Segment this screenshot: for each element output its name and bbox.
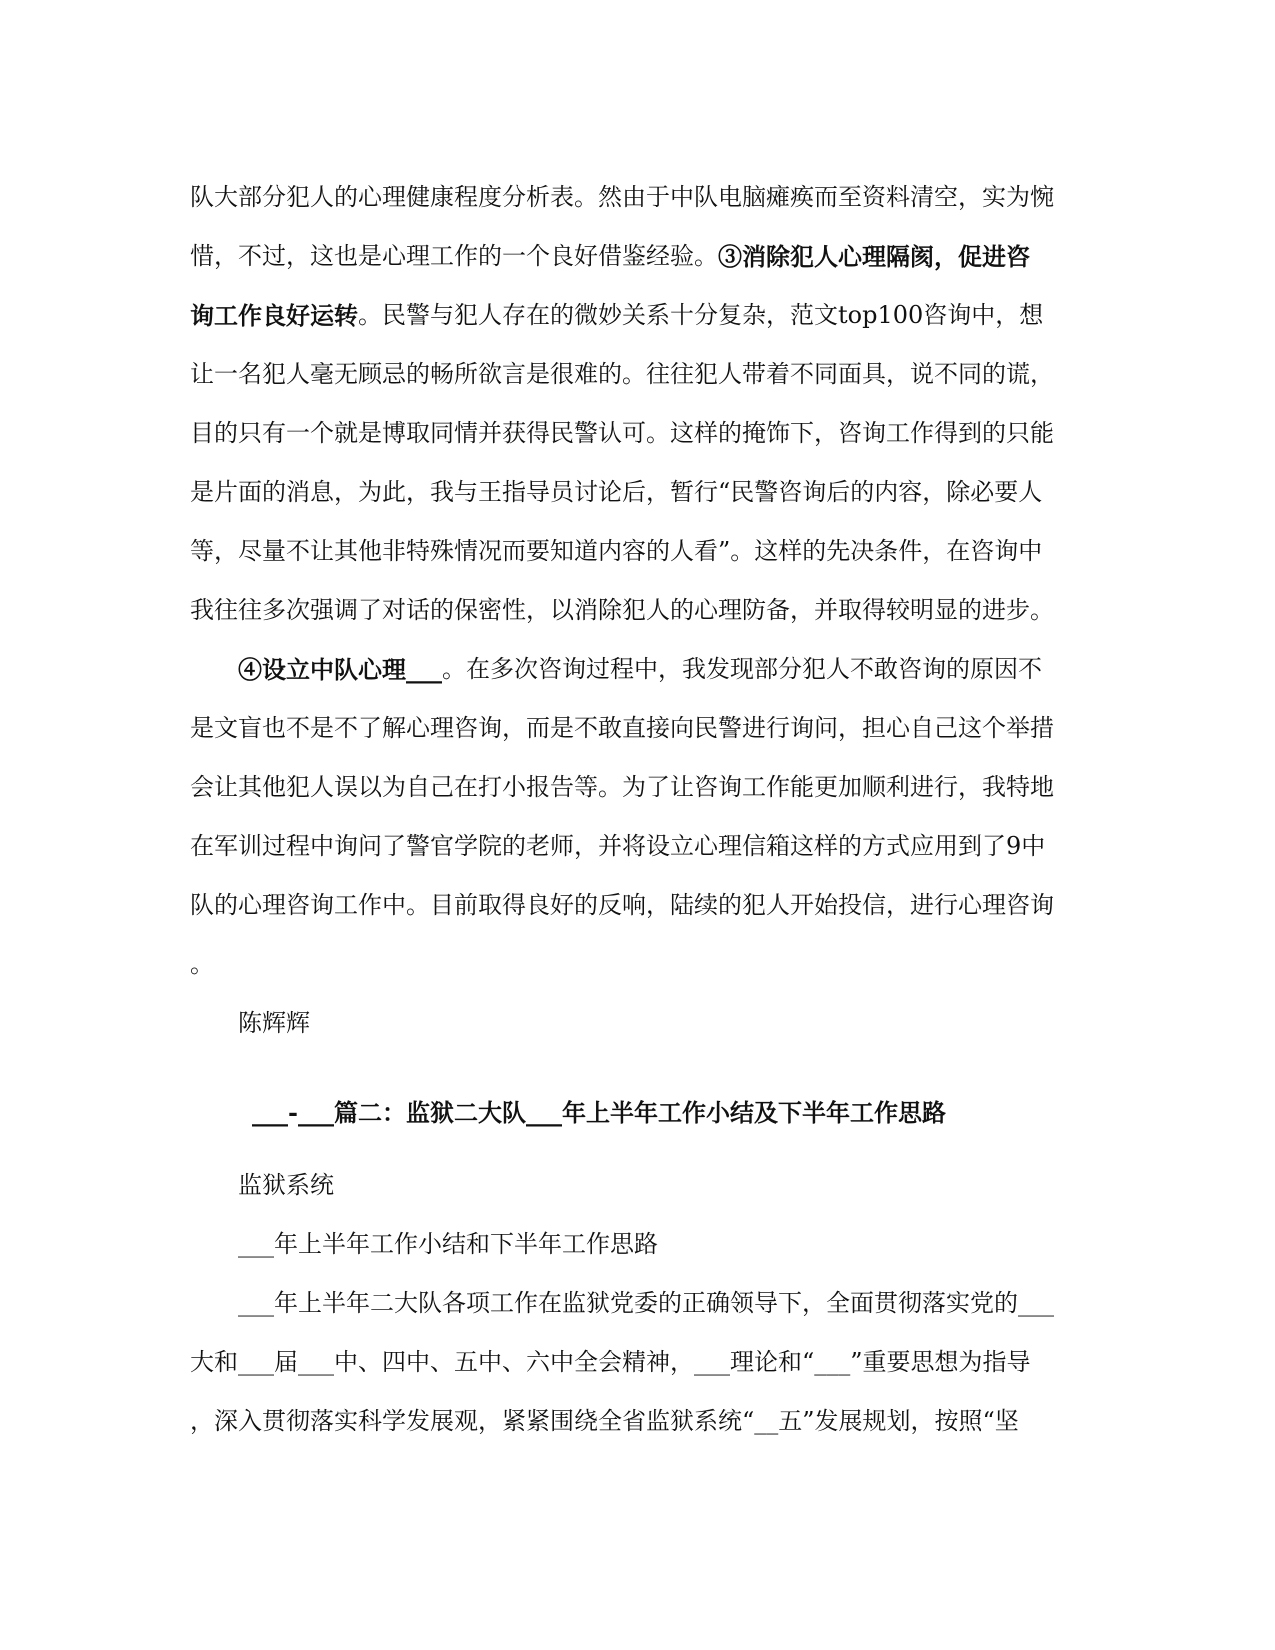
text-line xyxy=(190,227,1085,286)
paragraph-psychology-work xyxy=(190,168,1085,640)
text-line-content: 会让其他犯人误以为自己在打小报告等。为了让咨询工作能更加顺利进行，我特地 xyxy=(190,773,1054,801)
text-line-content: 让一名犯人毫无顾忌的畅所欲言是很难的。往往犯人带着不同面具，说不同的谎， xyxy=(190,360,1054,388)
text-line xyxy=(190,522,1085,581)
text-line xyxy=(190,935,1085,994)
text-line-content: 。 xyxy=(190,950,214,978)
text-line xyxy=(190,1333,1085,1392)
text-line-content: 队大部分犯人的心理健康程度分析表。然由于中队电脑瘫痪而至资料清空，实为惋 xyxy=(190,183,1054,211)
text-line xyxy=(190,699,1085,758)
text-line xyxy=(190,168,1085,227)
text-line-content: 等，尽量不让其他非特殊情况而要知道内容的人看”。这样的先决条件，在咨询中 xyxy=(190,537,1043,565)
text-line-content: 队的心理咨询工作中。目前取得良好的反响，陆续的犯人开始投信，进行心理咨询 xyxy=(190,891,1054,919)
paragraph-summary xyxy=(190,1274,1085,1451)
text-line xyxy=(190,286,1085,345)
text-line-content: ，深入贯彻落实科学发展观，紧紧围绕全省监狱系统“__五”发展规划，按照“坚 xyxy=(190,1407,1019,1435)
text-line-content: 我往往多次强调了对话的保密性，以消除犯人的心理防备，并取得较明显的进步。 xyxy=(190,596,1054,624)
text-line xyxy=(190,345,1085,404)
section-heading: ___-___篇二：监狱二大队___年上半年工作小结及下半年工作思路 xyxy=(252,1098,946,1127)
text-line-content: 在军训过程中询问了警官学院的老师，并将设立心理信箱这样的方式应用到了9中 xyxy=(190,832,1046,860)
text-line xyxy=(190,1392,1085,1451)
text-line-content: 。民警与犯人存在的微妙关系十分复杂，范文top100咨询中，想 xyxy=(358,301,1044,329)
subtitle-prison-system: 监狱系统 xyxy=(238,1171,334,1199)
text-line-content: ___年上半年二大队各项工作在监狱党委的正确领导下，全面贯彻落实党的___ xyxy=(238,1289,1054,1317)
paragraph-mailbox xyxy=(190,640,1085,994)
text-line xyxy=(190,817,1085,876)
text-line xyxy=(190,581,1085,640)
text-line-content: 惜，不过，这也是心理工作的一个良好借鉴经验。 xyxy=(190,242,718,270)
text-line-content: 是文盲也不是不了解心理咨询，而是不敢直接向民警进行询问，担心自己这个举措 xyxy=(190,714,1054,742)
text-line xyxy=(190,758,1085,817)
text-line-content: 大和___届___中、四中、五中、六中全会精神，___理论和“___”重要思想为指导 xyxy=(190,1348,1031,1376)
text-line xyxy=(190,404,1085,463)
text-line xyxy=(190,1274,1085,1333)
text-line xyxy=(190,640,1085,699)
text-line-content: 。在多次咨询过程中，我发现部分犯人不敢咨询的原因不 xyxy=(442,655,1042,683)
bold-heading-3-continued: 询工作良好运转 xyxy=(190,301,358,330)
bold-heading-4: ④设立中队心理___ xyxy=(238,655,442,684)
document-body xyxy=(190,168,1085,1451)
text-line-content: 是片面的消息，为此，我与王指导员讨论后，暂行“民警咨询后的内容，除必要人 xyxy=(190,478,1043,506)
text-line-content: 目的只有一个就是博取同情并获得民警认可。这样的掩饰下，咨询工作得到的只能 xyxy=(190,419,1054,447)
bold-heading-3: ③消除犯人心理隔阂，促进咨 xyxy=(718,242,1030,271)
subtitle-work-summary: ___年上半年工作小结和下半年工作思路 xyxy=(238,1230,658,1258)
text-line xyxy=(190,463,1085,522)
author-signature: 陈辉辉 xyxy=(238,1009,310,1037)
text-line xyxy=(190,876,1085,935)
